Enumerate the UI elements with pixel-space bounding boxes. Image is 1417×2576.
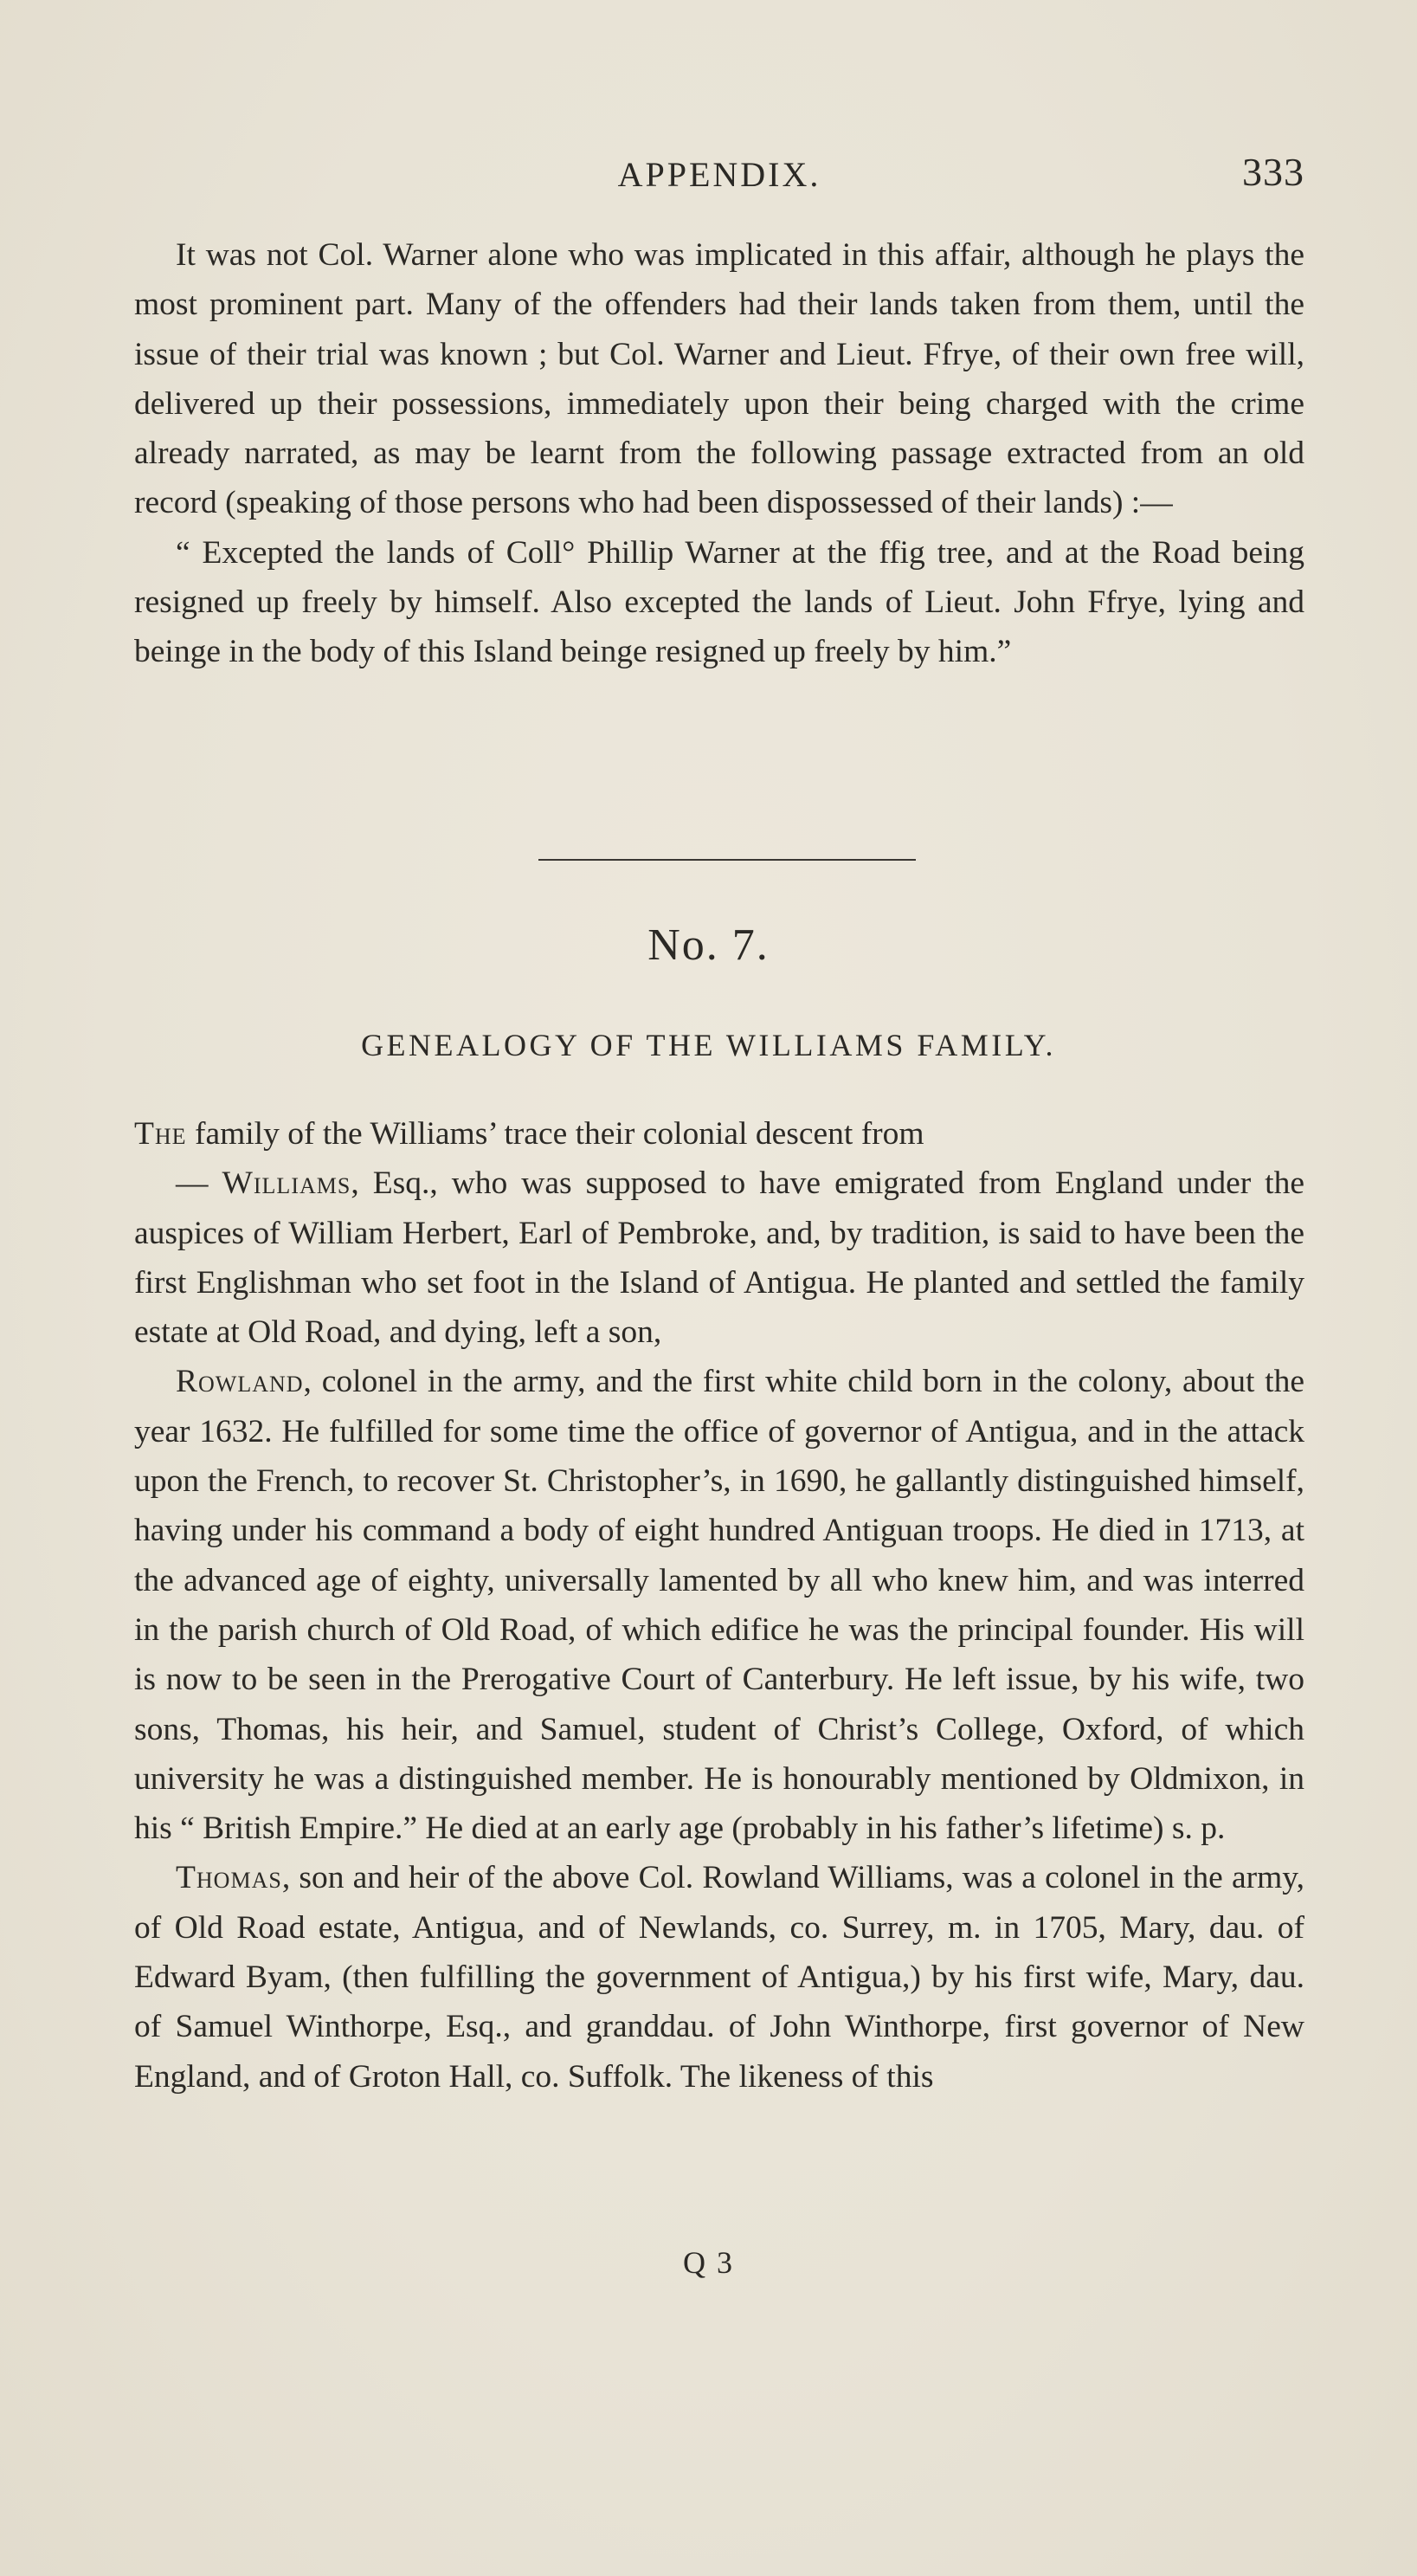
small-caps-williams: Williams	[222, 1165, 351, 1202]
paragraph-thomas	[134, 1853, 1304, 2101]
dash-prefix: —	[176, 1165, 222, 1202]
section-number: No. 7.	[647, 920, 770, 970]
paragraph-thomas-text: , son and heir of the above Col. Rowland Williams, was a colonel in the army, of Old Road estate, Antigua, and of Newlands, co. Surrey, m. in 1705, Mary, dau. of Edward Byam, (then fulfilling the government of Antigua,) by his first wife, Mary, dau. of Samuel Winthorpe, Esq., and granddau. of John Winthorpe, first governor of New England, and of Groton Hall, co. Suffolk. The likeness of this	[134, 1860, 1304, 2095]
signature-mark: Q 3	[683, 2245, 734, 2280]
small-caps-the: The	[134, 1116, 187, 1152]
running-head	[134, 150, 1304, 197]
page-number: 333	[1242, 150, 1304, 194]
paragraph-warner-affair: It was not Col. Warner alone who was implicated in this affair, although he plays the most prominent part. Many of the offenders had their lands taken from them, until the issue of their trial was known ; but Col. Warner and Lieut. Ffrye, of their own free will, delivered up their possessions, immediately upon their being charged with the crime already narrated, as may be learnt from the following passage extracted from an old record (speaking of those persons who had been dispossessed of their lands) :—	[134, 237, 1304, 521]
section-heading: GENEALOGY OF THE WILLIAMS FAMILY.	[361, 1028, 1056, 1062]
text-block-colonel-warner	[134, 230, 1304, 677]
small-caps-rowland: Rowland	[176, 1364, 304, 1400]
paragraph-rowland	[134, 1357, 1304, 1853]
paragraph-quoted-record: “ Excepted the lands of Coll° Phillip Warner at the ffig tree, and at the Road being resigned up freely by himself. Also excepted the lands of Lieut. John Ffrye, lying and beinge in the body of this Island beinge resigned up freely by him.”	[134, 534, 1304, 670]
section-divider-rule	[538, 859, 916, 861]
small-caps-thomas: Thomas	[176, 1860, 282, 1896]
paragraph-williams-esq	[134, 1159, 1304, 1357]
paragraph-williams-esq-text: , Esq., who was supposed to have emigrated from England under the auspices of William Herbert, Earl of Pembroke, and, by tradition, is said to have been the first Englishman who set foot in the Island of Antigua. He planted and settled the family estate at Old Road, and dying, left a son,	[134, 1165, 1305, 1351]
running-title: APPENDIX.	[617, 155, 821, 194]
text-block-genealogy	[134, 1109, 1304, 2101]
paragraph-rowland-text: , colonel in the army, and the first white child born in the colony, about the year 1632. He fulfilled for some time the office of governor of Antigua, and in the attack upon the French, to recover St. Christopher’s, in 1690, he gallantly distinguished himself, having under his command a body of eight hundred Antiguan troops. He died in 1713, at the advanced age of eighty, universally lamented by all who knew him, and was interred in the parish church of Old Road, of which edifice he was the principal founder. His will is now to be seen in the Prerogative Court of Canterbury. He left issue, by his wife, two sons, Thomas, his heir, and Samuel, student of Christ’s College, Oxford, of which university he was a distinguished member. He is honourably mentioned by Oldmixon, in his “ British Empire.” He died at an early age (probably in his father’s lifetime) s. p.	[134, 1364, 1304, 1847]
paragraph-family-descent	[134, 1109, 1304, 1159]
paragraph-family-descent-text: family of the Williams’ trace their colonial descent from	[186, 1116, 924, 1152]
